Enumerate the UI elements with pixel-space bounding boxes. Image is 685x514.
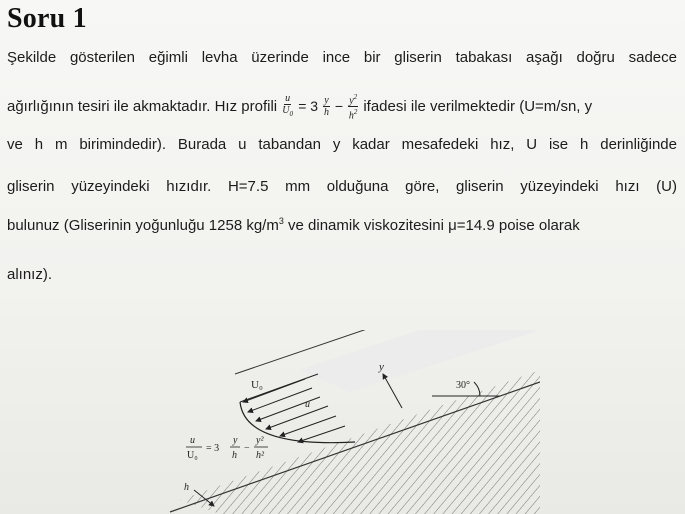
question-title: Soru 1 [7, 3, 87, 34]
line-2-text-after: ifadesi ile verilmektedir (U=m/sn, y [363, 97, 593, 115]
line-5-text-after: ve dinamik viskozitesini μ=14.9 poise olarak [283, 217, 580, 234]
word: ise [548, 136, 569, 153]
fig-eq-u: u [190, 435, 195, 446]
paragraph-line-4 [7, 178, 677, 195]
velocity-arrow [256, 397, 320, 421]
word: kadar [352, 136, 390, 153]
eq-y2: y [349, 95, 354, 107]
word: sadece [628, 49, 677, 66]
word: mesafedeki [401, 136, 479, 153]
paragraph-line-1 [7, 49, 677, 66]
word: Burada [177, 136, 227, 153]
y-over-h-fraction [323, 95, 329, 118]
cubic-superscript: 3 [278, 216, 284, 226]
eq-sq-den: 2 [353, 108, 358, 117]
word: ve [7, 136, 23, 153]
eq-sq-num: 2 [353, 93, 358, 101]
eq-minus: − [334, 97, 344, 114]
word: h [34, 136, 44, 153]
word: olduğuna [326, 178, 389, 195]
y-axis-arrow [383, 374, 402, 408]
eq-u: u [285, 93, 291, 105]
word: tabakası [455, 49, 513, 66]
word: Şekilde [7, 49, 57, 66]
word: doğru [576, 49, 615, 66]
label-angle: 30° [456, 380, 470, 391]
word: gliserin [456, 178, 504, 195]
word: aşağı [526, 49, 563, 66]
label-U0: U₀ [251, 379, 263, 391]
word: tabandan [258, 136, 321, 153]
word: h [580, 136, 589, 153]
word: H=7.5 [227, 178, 269, 195]
word: mm [285, 178, 311, 195]
word: gliserin [7, 178, 55, 195]
eq-h2: h [348, 110, 354, 122]
eq-y: y [324, 95, 329, 107]
word: gliserin [394, 49, 442, 66]
y2-over-h2-fraction [348, 92, 358, 122]
word: derinliğinde [600, 136, 677, 153]
eq-h: h [323, 107, 329, 119]
word: levha [201, 49, 238, 66]
word: (U) [656, 178, 677, 195]
word: gösterilen [69, 49, 135, 66]
eq-U0: U [282, 105, 290, 117]
figure-velocity-equation [186, 435, 268, 461]
line-2-text-before: ağırlığının tesiri ile akmaktadır. Hız profili [7, 97, 278, 115]
velocity-arrow [280, 416, 336, 436]
line-5-text-before: bulunuz (Gliserinin yoğunluğu 1258 kg/m [7, 217, 279, 234]
fig-eq-y2: y² [256, 435, 264, 446]
velocity-arrow [266, 406, 328, 429]
word: göre, [405, 178, 440, 195]
word: y [332, 136, 341, 153]
label-y: y [379, 361, 384, 373]
word: yüzeyindeki [71, 178, 150, 195]
word: birimindedir). [79, 136, 167, 153]
word: m [54, 136, 68, 153]
inclined-plate-diagram [140, 330, 540, 514]
velocity-arrow [248, 388, 312, 412]
word: yüzeyindeki [520, 178, 599, 195]
velocity-ratio-fraction [282, 93, 293, 120]
paragraph-line-5 [7, 216, 677, 234]
word: eğimli [148, 49, 188, 66]
velocity-arrow [298, 426, 345, 442]
word: hızıdır. [166, 178, 212, 195]
word: hız, [490, 136, 515, 153]
eq-equals-3: = 3 [298, 97, 319, 114]
word: bir [363, 49, 381, 66]
paragraph-line-2 [7, 92, 677, 122]
paragraph-line-3 [7, 136, 677, 153]
eq-U0-sub: 0 [289, 110, 294, 119]
word: hızı [615, 178, 640, 195]
word: ince [322, 49, 351, 66]
fig-eq-U0: U₀ [187, 450, 198, 461]
word: u [238, 136, 247, 153]
label-h: h [184, 482, 189, 493]
paragraph-line-6: alınız). [7, 266, 53, 283]
label-u: u [305, 399, 310, 410]
fig-eq-y: y [233, 435, 238, 446]
fig-eq-h: h [232, 450, 237, 461]
fig-eq-h2: h² [256, 450, 264, 461]
word: üzerinde [251, 49, 309, 66]
word: U [526, 136, 538, 153]
fig-eq-rhs: = 3 [206, 443, 220, 454]
fig-eq-minus: − [244, 443, 250, 454]
